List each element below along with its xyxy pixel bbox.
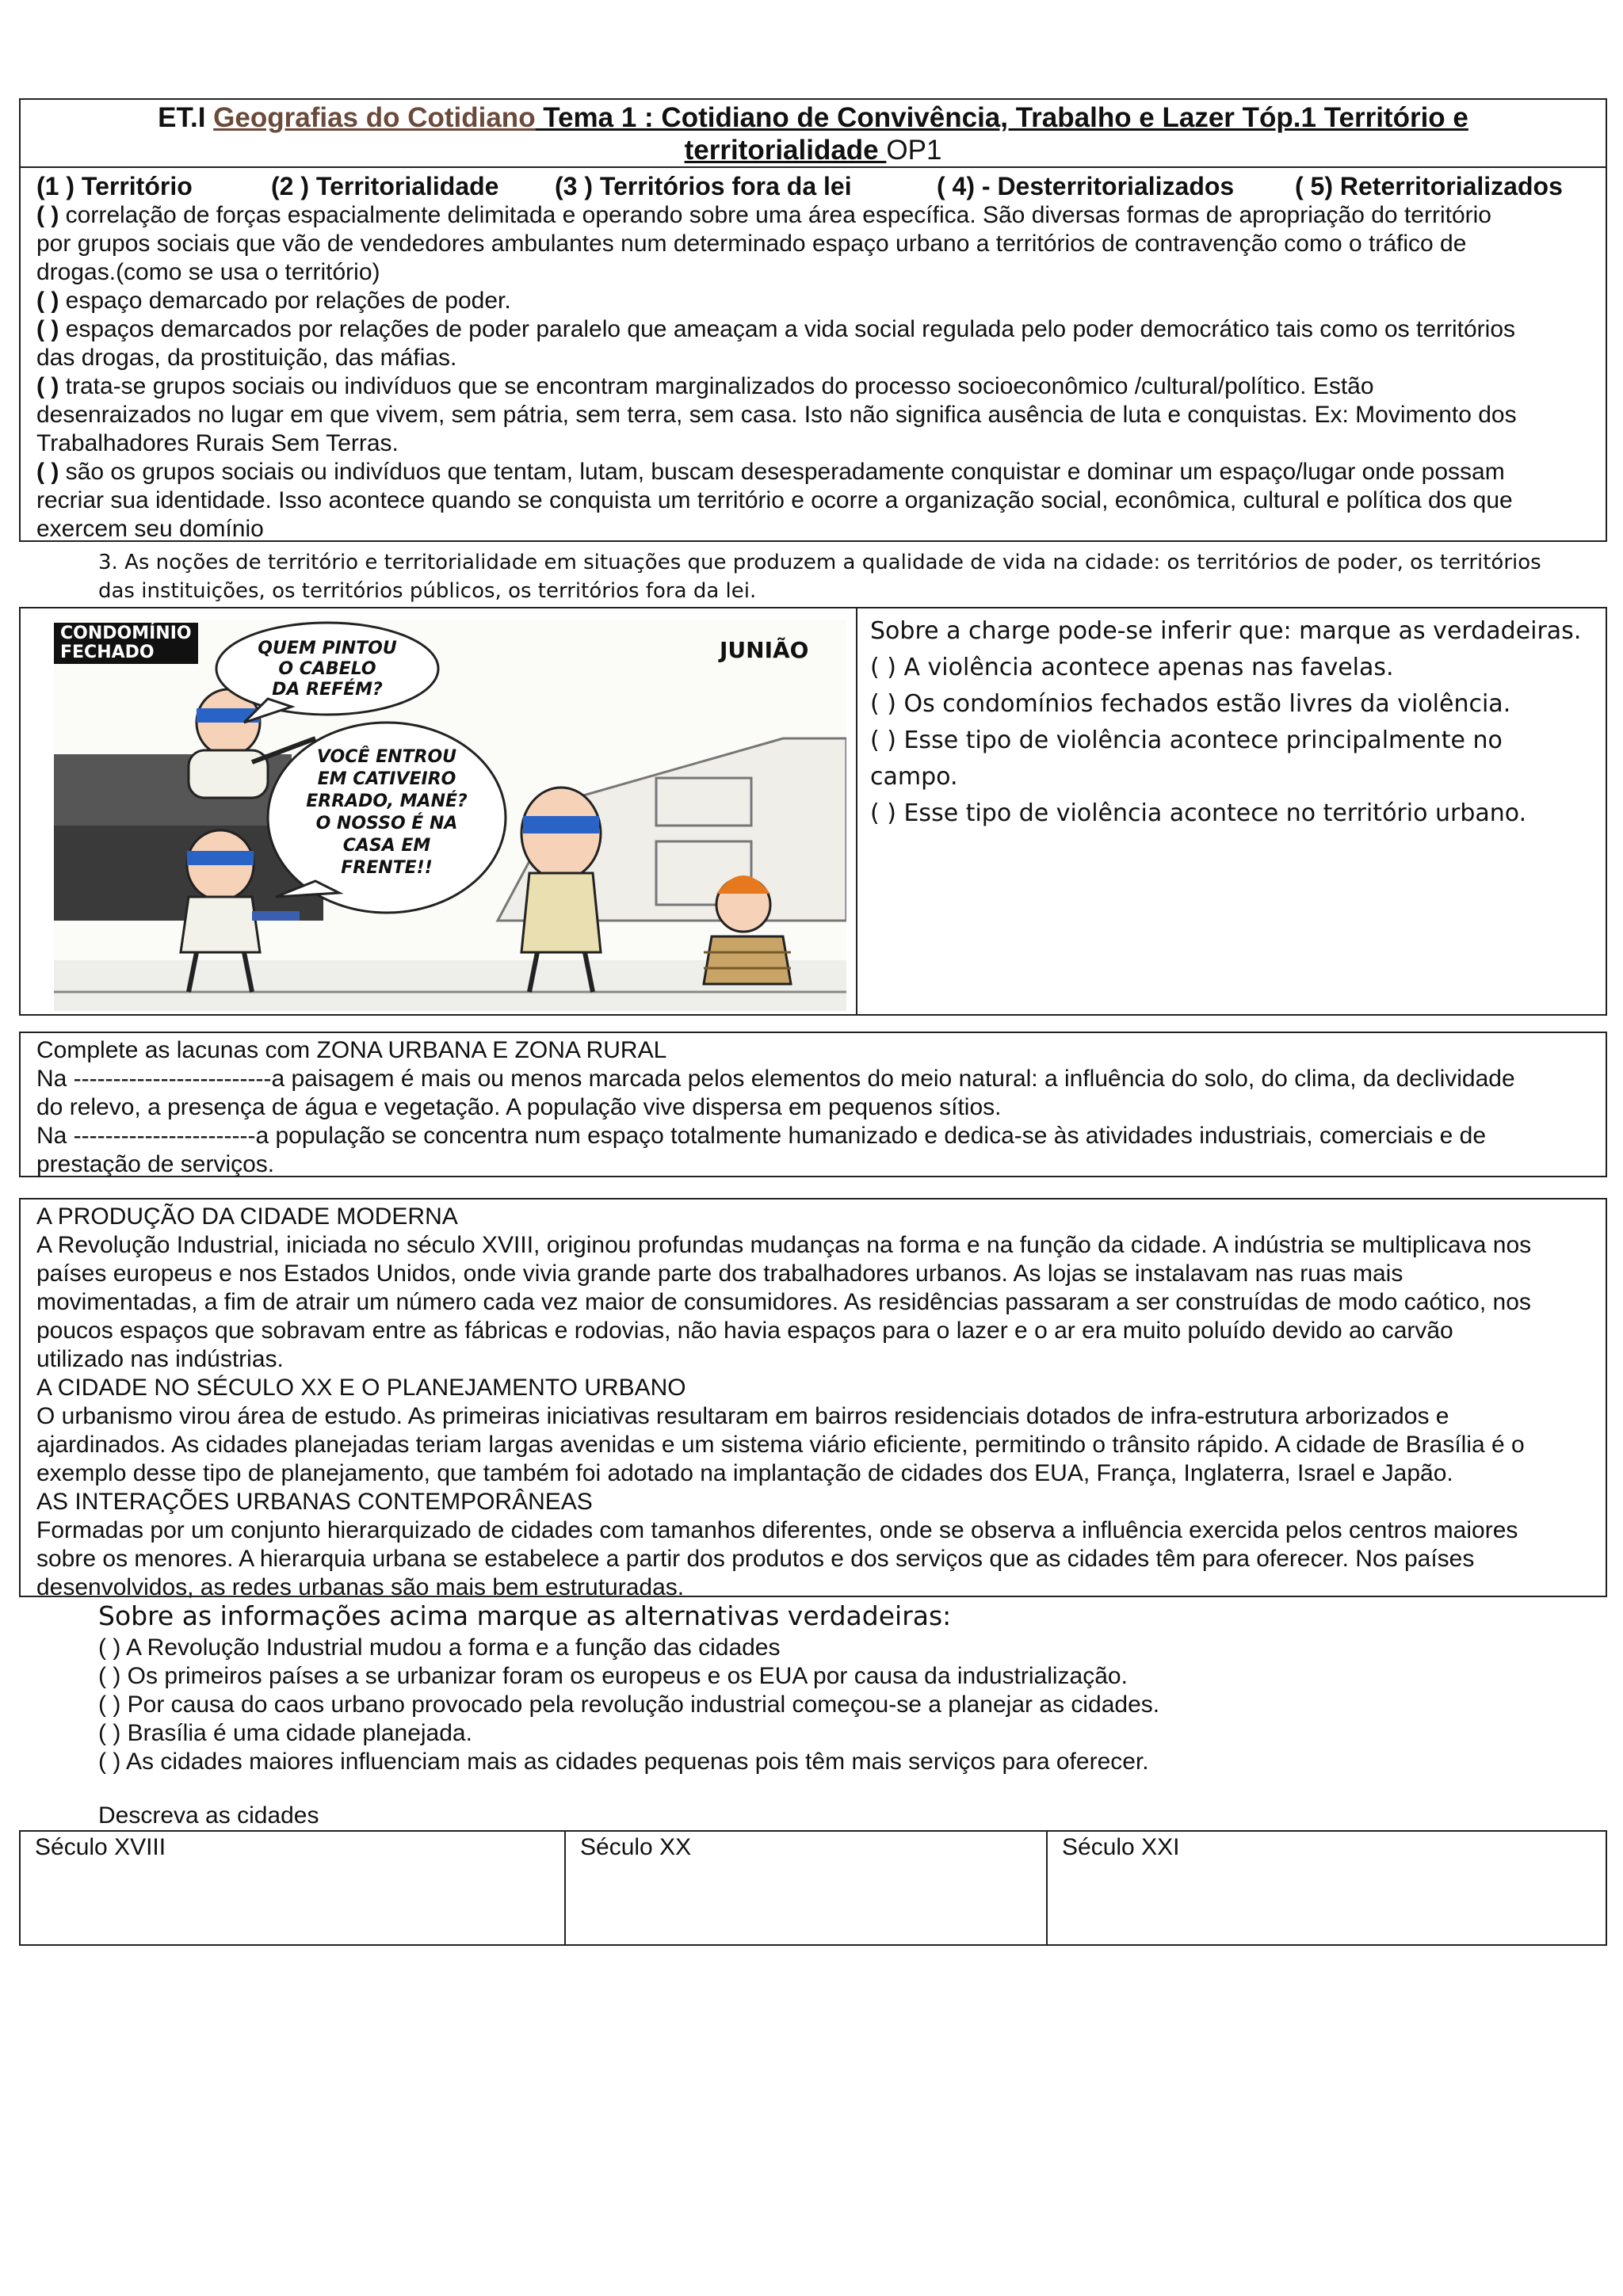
table-cell-seculo-xviii[interactable] <box>21 1832 566 1944</box>
answer-blank[interactable]: ( ) <box>36 459 59 485</box>
tf-option[interactable]: ( ) As cidades maiores influenciam mais as cidades pequenas pois têm mais serviços para oferecer. <box>98 1749 1149 1775</box>
question-prompt: Sobre a charge pode-se inferir que: marque as verdadeiras. <box>870 617 1582 645</box>
tf-option[interactable]: ( ) Brasília é uma cidade planejada. <box>98 1720 472 1746</box>
column-header: Século XVIII <box>35 1834 166 1860</box>
fill-blank-item[interactable]: Na -----------------------a população se concentra num espaço totalmente humanizado e dedica-se às atividades industriais, comerciais e de <box>36 1123 1487 1149</box>
answer-blank[interactable]: ( ) <box>36 316 59 342</box>
speech-bubble-1: QUEM PINTOU O CABELO DA REFÉM? <box>258 639 397 700</box>
tf-question <box>98 1599 1588 1776</box>
table-cell-seculo-xxi[interactable] <box>1048 1832 1606 1944</box>
fill-blanks-prompt: Complete as lacunas com ZONA URBANA E ZONA RURAL <box>36 1037 667 1063</box>
legend-item: (1 ) Território <box>36 172 193 200</box>
definitions-list <box>36 201 1598 543</box>
cartoon-question-box <box>19 607 1607 1016</box>
definition-item: ( ) são os grupos sociais ou indivíduos que tentam, lutam, buscam desesperadamente conquistar e dominar um espaço/lugar onde possam recriar sua identidade. Isso acontece quando se conquista um território e ocorre a organização social, econômica, cultural e política dos que exercem seu domínio <box>36 459 1513 542</box>
definition-item: ( ) espaços demarcados por relações de poder paralelo que ameaçam a vida social regulada pelo poder democrático tais como os territórios das drogas, da prostituição, das máfias. <box>36 316 1516 371</box>
cartoon-signature: JUNIÃO <box>720 637 809 663</box>
answer-blank[interactable]: ( ) <box>36 288 59 314</box>
section-3-caption: 3. As noções de território e territorialidade em situações que produzem a qualidade de vida na cidade: os territórios de poder, os territórios das instituições, os territórios públicos, os territórios fora da lei. <box>98 551 1541 603</box>
page-title <box>21 101 1606 166</box>
title-link[interactable]: Geografias do Cotidiano <box>213 102 536 133</box>
column-header: Século XX <box>580 1834 692 1860</box>
question-option-cont: campo. <box>870 763 958 791</box>
definition-item: ( ) correlação de forças espacialmente delimitada e operando sobre uma área específica. São diversas formas de apropriação do território por grupos sociais que vão de vendedores ambulantes num determinado espaço urbano a territórios de contravenção como o tráfico de drogas.(como se usa o território) <box>36 202 1491 285</box>
tf-heading: Sobre as informações acima marque as alternativas verdadeiras: <box>98 1600 952 1631</box>
legend-item: (2 ) Territorialidade <box>271 172 499 200</box>
cartoon-tag: CONDOMÍNIO FECHADO <box>54 623 198 664</box>
title-main: Tema 1 : Cotidiano de Convivência, Trabalho e Lazer Tóp.1 Território e <box>535 102 1468 133</box>
describe-table <box>19 1830 1607 1946</box>
tf-option[interactable]: ( ) Por causa do caos urbano provocado pela revolução industrial começou-se a planejar as cidades. <box>98 1691 1160 1718</box>
tf-option[interactable]: ( ) Os primeiros países a se urbanizar foram os europeus e os EUA por causa da industrialização. <box>98 1663 1128 1689</box>
header-box <box>19 98 1607 542</box>
answer-blank[interactable]: ( ) <box>36 373 59 399</box>
legend-item: ( 4) - Desterritorializados <box>937 172 1235 200</box>
cartoon-image <box>54 620 846 1011</box>
reading-heading: AS INTERAÇÕES URBANAS CONTEMPORÂNEAS <box>36 1489 593 1515</box>
reading-heading: A CIDADE NO SÉCULO XX E O PLANEJAMENTO URBANO <box>36 1375 686 1401</box>
speech-bubble-2: VOCÊ ENTROU EM CATIVEIRO ERRADO, MANÉ? O NOSSO É NA CASA EM FRENTE!! <box>306 747 468 878</box>
reading-heading: A PRODUÇÃO DA CIDADE MODERNA <box>36 1203 458 1230</box>
fill-blanks-box: Complete as lacunas com ZONA URBANA E ZONA RURAL Na -------------------------a paisagem é mais ou menos marcada pelos elementos do meio natural: a influência do solo, do clima, da declividade do relevo, a presença de água e vegetação. A população vive dispersa em pequenos sítios. Na -----------------------a população se concentra num espaço totalmente humanizado e dedica-se às atividades industriais, comerciais e de prestação de serviços. <box>19 1032 1607 1177</box>
fill-blank-item[interactable]: Na -------------------------a paisagem é mais ou menos marcada pelos elementos do meio natural: a influência do solo, do clima, da declividade <box>36 1066 1515 1092</box>
charge-question <box>870 613 1599 832</box>
legend-item: ( 5) Reterritorializados <box>1295 172 1563 200</box>
definition-item: ( ) espaço demarcado por relações de poder. <box>36 288 511 314</box>
legend-item: (3 ) Territórios fora da lei <box>555 172 852 200</box>
reading-box: A PRODUÇÃO DA CIDADE MODERNA A Revolução Industrial, iniciada no século XVIII, originou profundas mudanças na forma e na função da cidade. A indústria se multiplicava nos países europeus e nos Estados Unidos, onde vivia grande parte dos trabalhadores urbanos. As lojas se instalavam nas ruas mais movimentadas, a fim de atrair um número cada vez maior de consumidores. As residências passaram a ser construídas de modo caótico, nos poucos espaços que sobravam entre as fábricas e rodovias, não havia espaços para o lazer e o ar era muito poluído devido ao carvão utilizado nas indústrias. A CIDADE NO SÉCULO XX E O PLANEJAMENTO URBANO O urbanismo virou área de estudo. As primeiras iniciativas resultaram em bairros residenciais dotados de infra-estrutura arborizados e ajardinados. As cidades planejadas teriam largas avenidas e um sistema viário eficiente, permitindo o trânsito rápido. A cidade de Brasília é o exemplo desse tipo de planejamento, que também foi adotado na implantação de cidades dos EUA, França, Inglaterra, Israel e Japão. AS INTERAÇÕES URBANAS CONTEMPORÂNEAS Formadas por um conjunto hierarquizado de cidades com tamanhos diferentes, onde se observa a influência exercida pelos centros maiores sobre os menores. A hierarquia urbana se estabelece a partir dos produtos e dos serviços que as cidades têm para oferecer. Nos países desenvolvidos, as redes urbanas são mais bem estruturadas. <box>19 1198 1607 1597</box>
definition-item: ( ) trata-se grupos sociais ou indivíduos que se encontram marginalizados do processo socioeconômico /cultural/político. Estão desenraizados no lugar em que vivem, sem pátria, sem terra, sem casa. Isto não significa ausência de luta e conquistas. Ex: Movimento dos Trabalhadores Rurais Sem Terras. <box>36 373 1517 456</box>
question-option[interactable]: ( ) A violência acontece apenas nas favelas. <box>870 654 1394 681</box>
title-underlined: territorialidade <box>684 135 887 166</box>
describe-prompt: Descreva as cidades <box>98 1802 319 1829</box>
question-option[interactable]: ( ) Os condomínios fechados estão livres da violência. <box>870 690 1511 718</box>
table-cell-seculo-xx[interactable] <box>566 1832 1048 1944</box>
question-option[interactable]: ( ) Esse tipo de violência acontece no território urbano. <box>870 799 1527 827</box>
title-prefix: ET.I <box>158 102 214 133</box>
answer-blank[interactable]: ( ) <box>36 202 59 228</box>
header-divider <box>21 166 1606 168</box>
column-header: Século XXI <box>1062 1834 1180 1860</box>
title-op: OP1 <box>886 135 942 166</box>
tf-option[interactable]: ( ) A Revolução Industrial mudou a forma e a função das cidades <box>98 1634 781 1661</box>
question-option[interactable]: ( ) Esse tipo de violência acontece principalmente no <box>870 727 1503 754</box>
cartoon-divider <box>856 608 857 1014</box>
